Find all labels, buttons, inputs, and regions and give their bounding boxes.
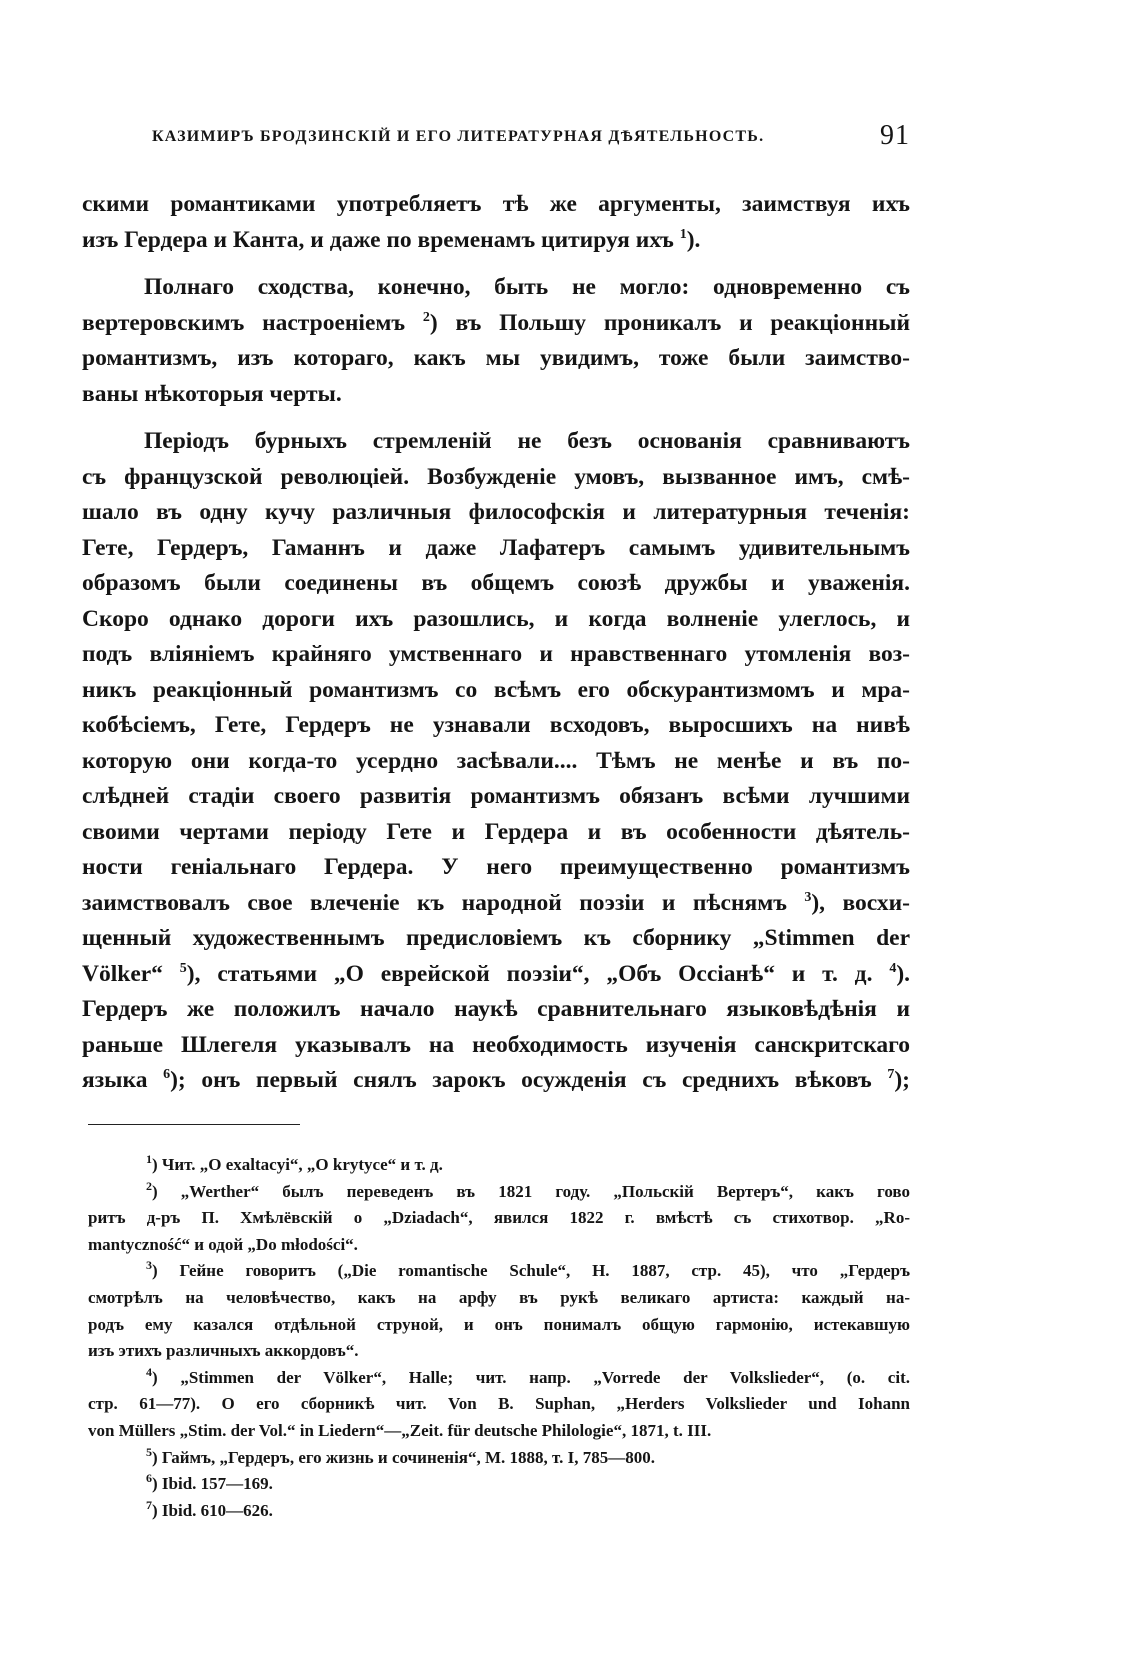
text-line: Гете, Гердеръ, Гаманнъ и даже Лафатеръ самымъ удивительнымъ <box>82 534 910 561</box>
text-line: Скоро однако дороги ихъ разошлись, и когда волненіе улеглось, и <box>82 605 910 632</box>
text-line: которую они когда-то усердно засѣвали.... Тѣмъ не менѣе и въ по- <box>82 747 910 774</box>
footnote-ref: 7 <box>887 1067 895 1082</box>
text-line: романтизмъ, изъ котораго, какъ мы увидимъ, тоже были заимство- <box>82 345 910 371</box>
footnote-line: изъ этихъ различныхъ аккордовъ“. <box>88 1341 359 1361</box>
footnote-line: стр. 61—77). О его сборникѣ чит. Von B. Suphan, „Herders Volkslieder und Iohann <box>88 1394 910 1414</box>
main-text <box>82 187 910 1099</box>
text-line: подъ вліяніемъ крайняго умственнаго и нравственнаго утомленія воз- <box>82 641 910 667</box>
footnote-ref: 4 <box>889 960 897 976</box>
text-line: Гердеръ же положилъ начало наукѣ сравнительнаго языковѣдѣнія и <box>82 996 910 1022</box>
footnote: $^1$) Чит. „O exaltacyi“, „O krytyce“ и т. д. <box>146 1152 443 1174</box>
footnote: $^2$) „Werther“ былъ переведенъ въ 1821 году. „Польскій Вертеръ“, какъ гово <box>146 1178 910 1201</box>
footnote-ref: 1 <box>679 226 687 242</box>
footnote-separator <box>88 1124 300 1125</box>
text-line: шало въ одну кучу различныя философскія и литературныя теченія: <box>82 499 910 525</box>
footnote-line: родъ ему казался отдѣльной струной, и онъ понималъ общую гармонію, истекавшую <box>88 1314 910 1334</box>
running-header <box>90 120 910 168</box>
text-line: раньше Шлегеля указывалъ на необходимость изученія санскритскаго <box>82 1031 910 1058</box>
text-line: слѣдней стадіи своего развитія романтизмъ обязанъ всѣми лучшими <box>82 783 910 809</box>
footnote: $^6$) Ibid. 157—169. <box>146 1471 273 1494</box>
text-line: языка $^6$); онъ первый снялъ зарокъ осужденія съ среднихъ вѣковъ $^7$); <box>82 1067 910 1093</box>
text-line: щенный художественнымъ предисловіемъ къ сборнику „Stimmen der <box>82 925 910 951</box>
footnote-line: mantyczność“ и одой „Do młodości“. <box>88 1234 358 1254</box>
footnote-line: смотрѣлъ на человѣчество, какъ на арфу въ рукѣ великаго артиста: каждый на- <box>88 1287 910 1307</box>
text-line: кобѣсіемъ, Гете, Гердеръ не узнавали всходовъ, выросшихъ на нивѣ <box>82 712 910 738</box>
text-line: изъ Гердера и Канта, и даже по временамъ цитируя ихъ $^1$). <box>82 226 701 253</box>
text-line: съ французской революціей. Возбужденіе умовъ, вызванное имъ, смѣ- <box>82 463 910 490</box>
text-line: Völker“ $^5$), статьями „О еврейской поэзіи“, „Объ Оссіанѣ“ и т. д. $^4$). <box>82 960 911 987</box>
text-line: Періодъ бурныхъ стремленій не безъ основанія сравниваютъ <box>144 428 910 454</box>
text-line: образомъ были соединены въ общемъ союзѣ дружбы и уваженія. <box>82 570 910 596</box>
text-line: заимствовалъ свое влеченіе къ народной поэзіи и пѣснямъ $^3$), восхи- <box>82 889 911 916</box>
page-number: 91 <box>880 120 910 151</box>
footnote-ref: 5 <box>179 960 187 976</box>
footnote-ref: 2 <box>422 309 430 325</box>
footnote-line: von Müllers „Stim. der Vol.“ in Liedern“—„Zeit. für deutsche Philologie“, 1871, t. III. <box>88 1420 712 1440</box>
footnote-ref: 3 <box>804 889 812 905</box>
text-line: ности геніальнаго Гердера. У него преимущественно романтизмъ <box>82 854 910 880</box>
footnotes <box>88 1152 910 1524</box>
text-line: вертеровскимъ настроеніемъ $^2$) въ Польшу проникалъ и реакціонный <box>82 309 910 336</box>
footnote: $^3$) Гейне говоритъ („Die romantische Schule“, H. 1887, стр. 45), что „Гердеръ <box>146 1258 910 1281</box>
footnote-line: ритъ д-ръ П. Хмѣлёвскій о „Dziadach“, явился 1822 г. вмѣстѣ съ стихотвор. „Ro- <box>88 1208 910 1228</box>
header-title: КАЗИМИРЪ БРОДЗИНСКІЙ И ЕГО ЛИТЕРАТУРНАЯ ДѢЯТЕЛЬНОСТЬ. <box>152 128 765 145</box>
text-line: никъ реакціонный романтизмъ со всѣмъ его обскурантизмомъ и мра- <box>82 676 910 703</box>
text-line: ваны нѣкоторыя черты. <box>82 380 342 407</box>
footnote: $^5$) Гаймъ, „Гердеръ, его жизнь и сочиненія“, М. 1888, т. I, 785—800. <box>146 1444 655 1467</box>
text-line: своими чертами періоду Гете и Гердера и въ особенности дѣятель- <box>82 818 910 845</box>
footnote-ref: 6 <box>163 1067 171 1082</box>
text-line: Полнаго сходства, конечно, быть не могло: одновременно съ <box>144 274 910 300</box>
footnote: $^7$) Ibid. 610—626. <box>146 1497 273 1520</box>
footnote: $^4$) „Stimmen der Völker“, Halle; чит. напр. „Vorrede der Volkslieder“, (o. cit. <box>146 1364 910 1387</box>
text-line: скими романтиками употребляетъ тѣ же аргументы, заимствуя ихъ <box>82 191 910 217</box>
